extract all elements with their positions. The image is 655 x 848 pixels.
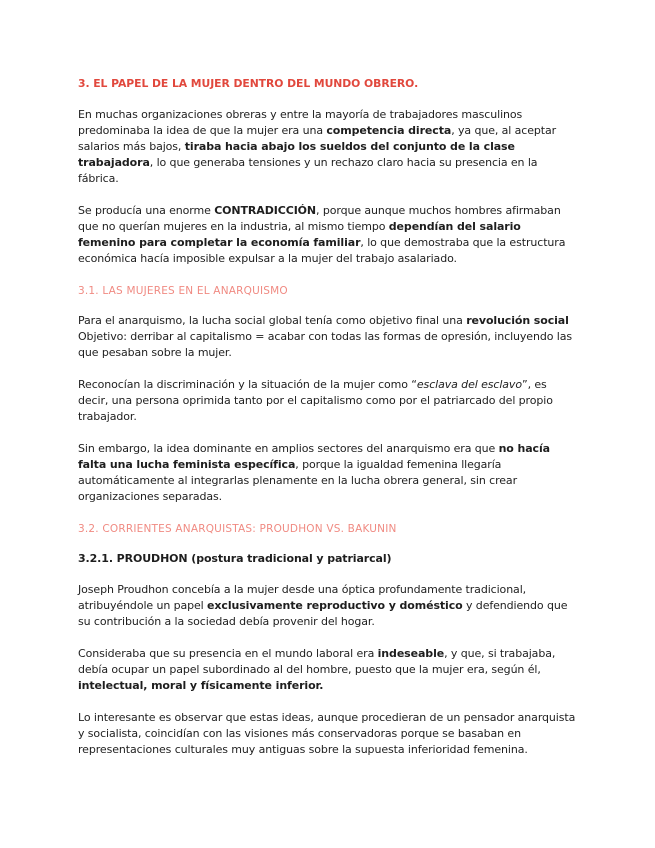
text-run: , porque aunque muchos hombres afirmaban que no querían mujeres en la industria, al mismo tiempo <box>78 204 561 233</box>
bold-text: revolución social <box>466 314 569 327</box>
bold-text: indeseable <box>377 647 445 660</box>
text-run: , y que, si trabajaba, debía ocupar un papel subordinado al del hombre, puesto que la mujer era, según él, <box>78 647 556 676</box>
section-3-1-heading: 3.1. LAS MUJERES EN EL ANARQUISMO <box>78 285 288 297</box>
section-3-2-heading: 3.2. CORRIENTES ANARQUISTAS: PROUDHON VS. BAKUNIN <box>78 523 397 535</box>
section-3-2-paragraph-1 <box>78 582 578 630</box>
section-3-heading: 3. EL PAPEL DE LA MUJER DENTRO DEL MUNDO OBRERO. <box>78 77 419 90</box>
bold-text: dependían del salario femenino para completar la economía familiar <box>78 220 521 249</box>
text-run: Joseph Proudhon concebía a la mujer desde una óptica profundamente tradicional, atribuyéndole un papel <box>78 583 527 612</box>
section-3-1-paragraph-3 <box>78 441 578 505</box>
bold-text: no hacía falta una lucha feminista específica <box>78 442 550 471</box>
text-run: Lo interesante es observar que estas ideas, aunque procedieran de un pensador anarquista y socialista, coincidían con las visiones más conservadoras porque se basaban en representaciones culturales muy antiguas sobre la supuesta inferioridad femenina. <box>78 711 576 756</box>
text-run: Se producía una enorme <box>78 204 215 217</box>
text-run: Objetivo: derribar al capitalismo = acabar con todas las formas de opresión, incluyendo las que pesaban sobre la mujer. <box>78 330 572 359</box>
text-run: , porque la igualdad femenina llegaría automáticamente al integrarlas plenamente en la lucha obrera general, sin crear organizaciones separadas. <box>78 458 517 503</box>
text-run: Para el anarquismo, la lucha social global tenía como objetivo final una <box>78 314 467 327</box>
text-run: Sin embargo, la idea dominante en amplios sectores del anarquismo era que <box>78 442 499 455</box>
section-3-1-paragraph-2 <box>78 377 578 425</box>
bold-text: competencia directa <box>326 124 452 137</box>
text-run: y defendiendo que su contribución a la sociedad debía provenir del hogar. <box>78 599 568 628</box>
text-run: En muchas organizaciones obreras y entre la mayoría de trabajadores masculinos predominaba la idea de que la mujer era una <box>78 108 523 137</box>
document-page <box>78 76 578 774</box>
text-run: Reconocían la discriminación y la situación de la mujer como “ <box>78 378 417 391</box>
section-3-2-paragraph-2 <box>78 646 578 694</box>
section-3-paragraph-2 <box>78 203 578 267</box>
bold-text: tiraba hacia abajo los sueldos del conjunto de la clase trabajadora <box>78 140 515 169</box>
section-3-2-1-subheading: 3.2.1. PROUDHON (postura tradicional y patriarcal) <box>78 552 392 565</box>
section-3-paragraph-1 <box>78 107 578 187</box>
text-run: , ya que, al aceptar salarios más bajos, <box>78 124 557 153</box>
section-3-2-paragraph-3 <box>78 710 578 758</box>
bold-text: exclusivamente reproductivo y doméstico <box>207 599 463 612</box>
text-run: , lo que demostraba que la estructura económica hacía imposible expulsar a la mujer del trabajo asalariado. <box>78 236 566 265</box>
text-run: , lo que generaba tensiones y un rechazo claro hacia su presencia en la fábrica. <box>78 156 538 185</box>
italic-text: esclava del esclavo <box>416 378 522 391</box>
bold-text: CONTRADICCIÓN <box>214 204 317 217</box>
section-3-1-paragraph-1 <box>78 313 578 361</box>
text-run: Consideraba que su presencia en el mundo laboral era <box>78 647 378 660</box>
bold-text: intelectual, moral y físicamente inferior. <box>78 679 324 692</box>
text-run: ”, es decir, una persona oprimida tanto por el capitalismo como por el patriarcado del propio trabajador. <box>78 378 553 423</box>
